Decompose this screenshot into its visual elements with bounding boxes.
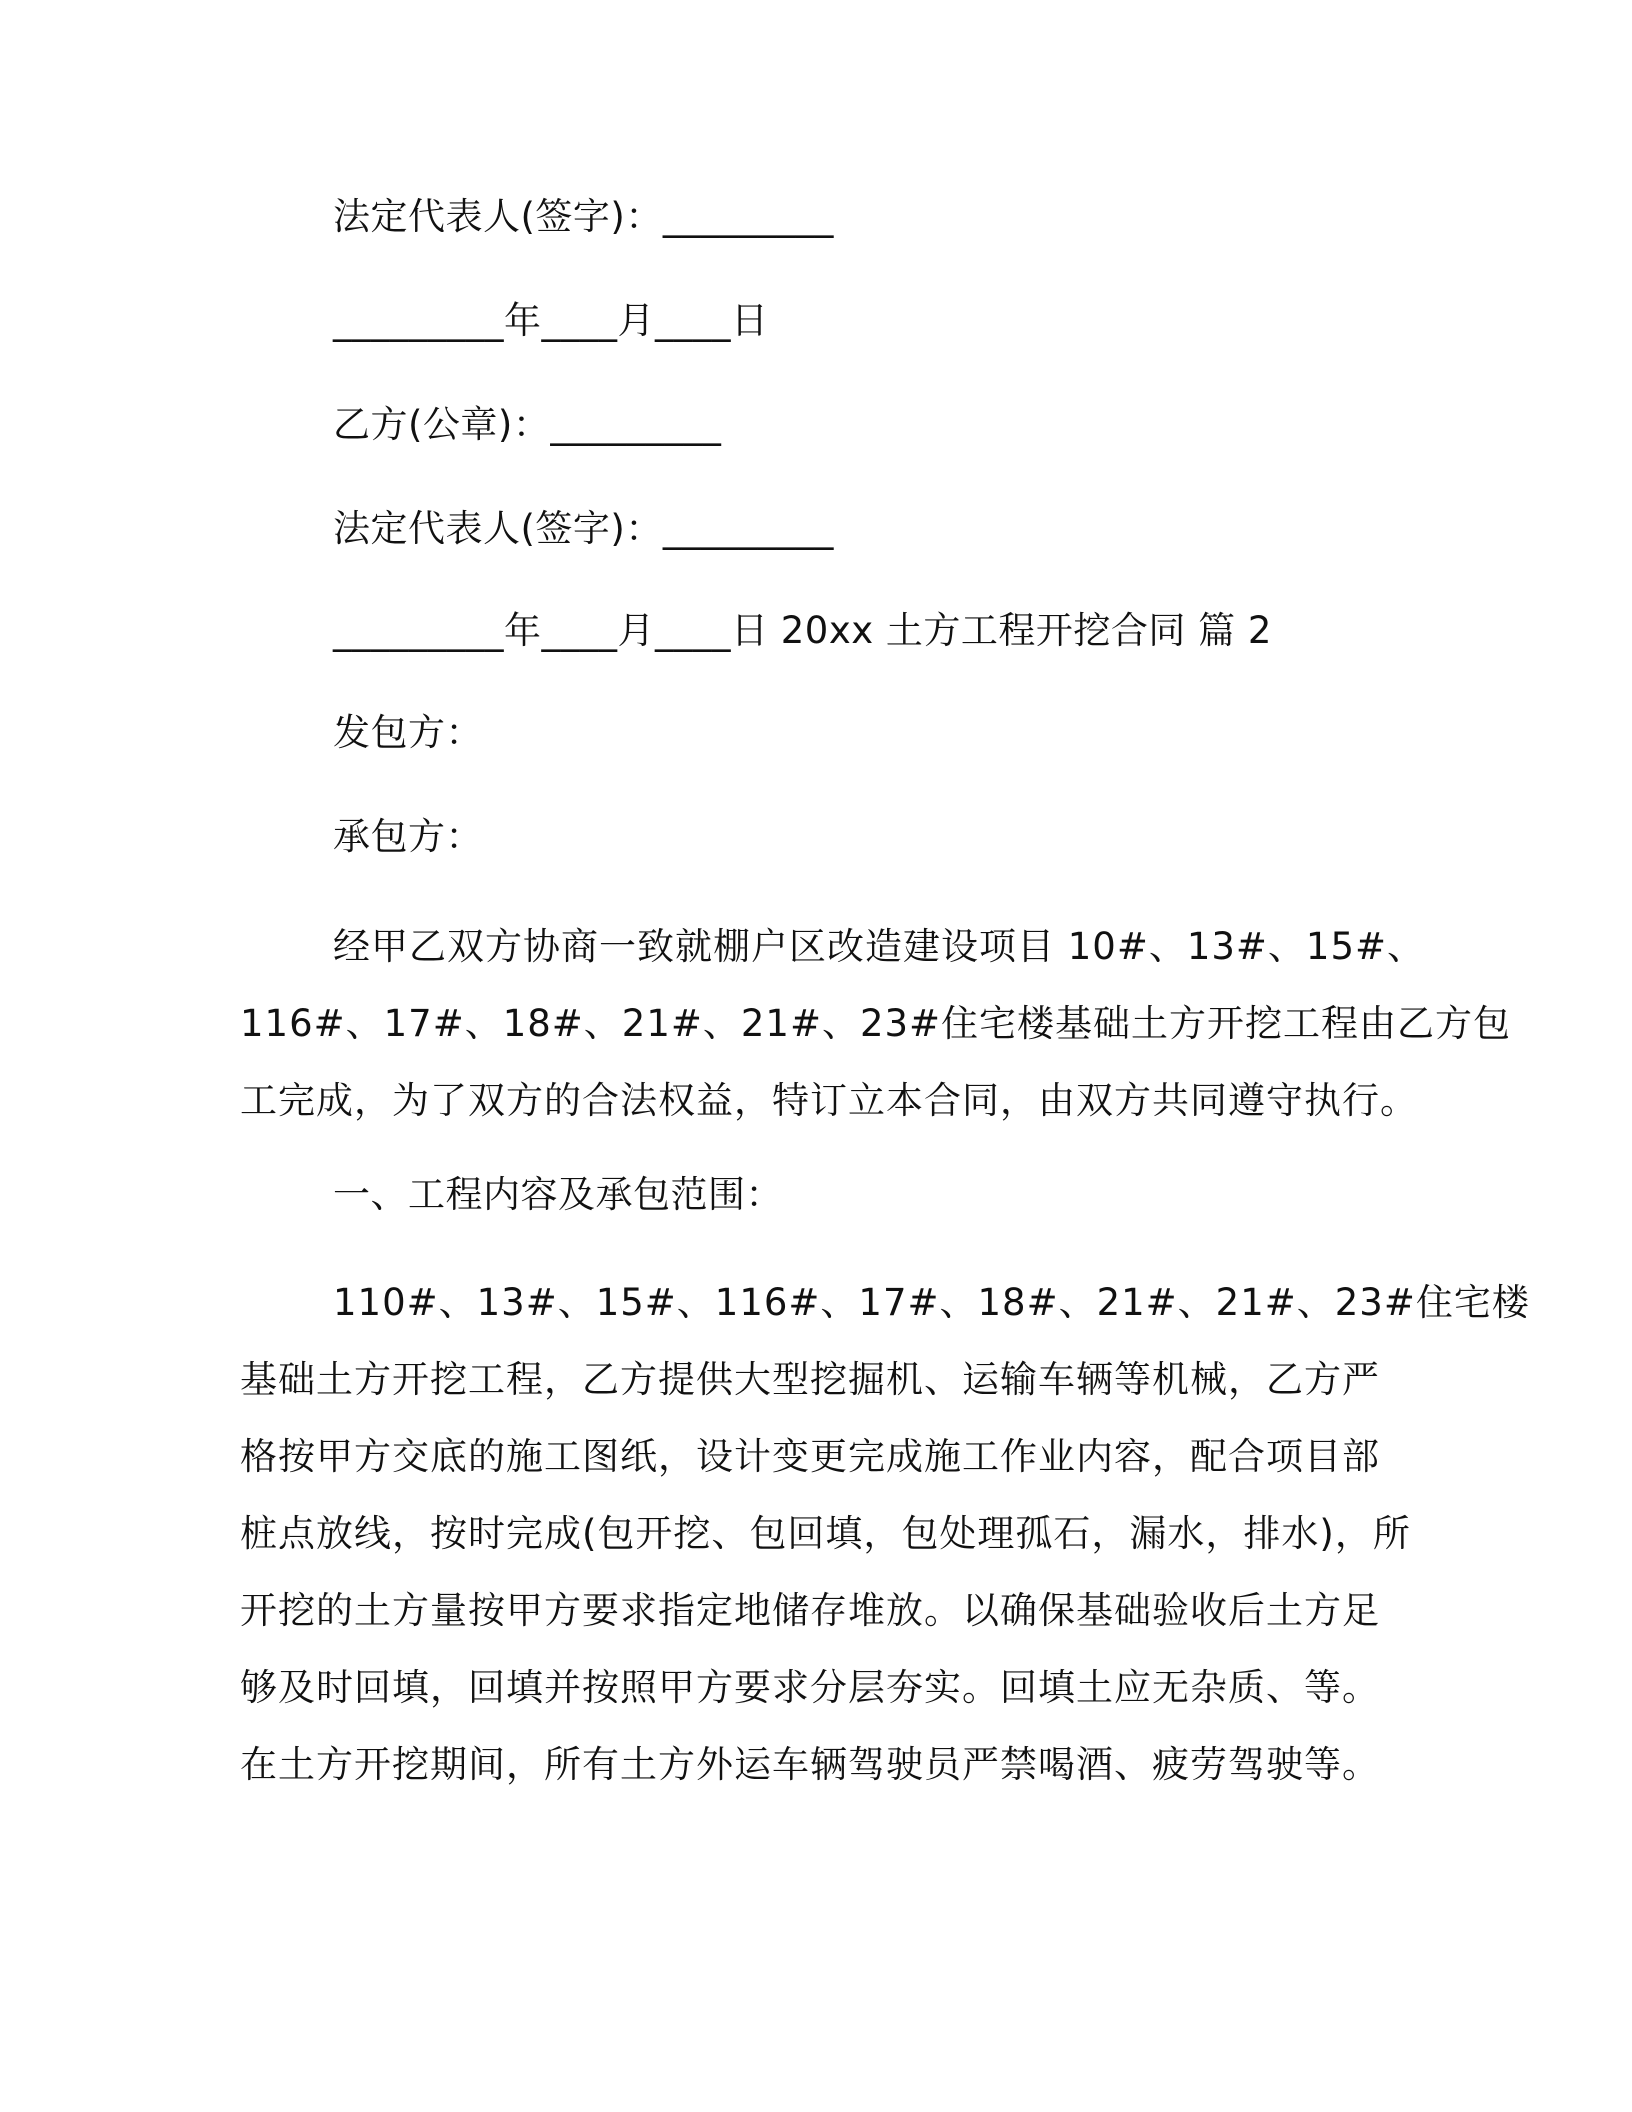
intro-paragraph	[240, 908, 1512, 1139]
paragraph-line: 116#、17#、18#、21#、21#、23#住宅楼基础土方开挖工程由乙方包	[240, 1002, 1512, 1045]
section-1-heading: 一、工程内容及承包范围：	[333, 1173, 783, 1216]
paragraph-line: 开挖的土方量按甲方要求指定地储存堆放。以确保基础验收后土方足	[240, 1589, 1380, 1632]
contractor-label: 承包方：	[333, 815, 483, 858]
paragraph-line: 在土方开挖期间，所有土方外运车辆驾驶员严禁喝酒、疲劳驾驶等。	[240, 1743, 1380, 1786]
party-b-date-and-contract-title-line: _________年____月____日 20xx 土方工程开挖合同 篇 2	[333, 609, 1272, 652]
party-a-representative-signature-line: 法定代表人(签字)：_________	[333, 195, 834, 238]
paragraph-line: 基础土方开挖工程，乙方提供大型挖掘机、运输车辆等机械，乙方严	[240, 1358, 1380, 1401]
paragraph-line: 够及时回填，回填并按照甲方要求分层夯实。回填土应无杂质、等。	[240, 1666, 1380, 1709]
employer-label: 发包方：	[333, 711, 483, 754]
party-b-seal-line: 乙方(公章)：_________	[333, 403, 722, 446]
paragraph-line: 桩点放线，按时完成(包开挖、包回填，包处理孤石，漏水，排水)，所	[240, 1512, 1411, 1555]
party-b-representative-signature-line: 法定代表人(签字)：_________	[333, 507, 834, 550]
section-1-paragraph	[240, 1264, 1530, 1803]
paragraph-line: 110#、13#、15#、116#、17#、18#、21#、21#、23#住宅楼	[333, 1281, 1530, 1324]
paragraph-line: 格按甲方交底的施工图纸，设计变更完成施工作业内容，配合项目部	[240, 1435, 1380, 1478]
paragraph-line: 工完成，为了双方的合法权益，特订立本合同，由双方共同遵守执行。	[240, 1079, 1418, 1122]
party-a-date-line: _________年____月____日	[333, 299, 769, 342]
paragraph-line: 经甲乙双方协商一致就棚户区改造建设项目 10#、13#、15#、	[333, 925, 1426, 968]
